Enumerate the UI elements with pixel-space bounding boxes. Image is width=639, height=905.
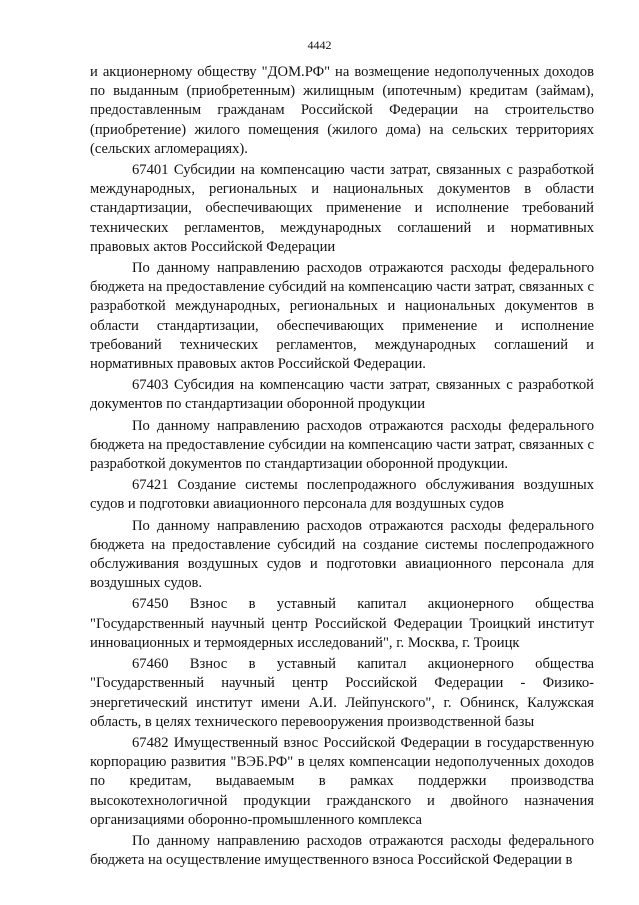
paragraph-67482-heading: 67482 Имущественный взнос Российской Федерации в государственную корпорацию развития "ВЭБ.РФ" в целях компенсации недополученных доходов по кредитам, выдаваемым в рамках поддержки производства высокотехнологичной продукции гражданского и двойного назначения организациями оборонно-промышленного комплекса: [90, 734, 594, 828]
paragraph-67401-description: По данному направлению расходов отражаются расходы федерального бюджета на предоставление субсидий на компенсацию части затрат, связанных с разработкой международных, региональных и национальных документов в области стандартизации, обеспечивающих применение и исполнение требований технических регламентов, международных соглашений и нормативных правовых актов Российской Федерации.: [90, 260, 594, 373]
paragraph-67450-heading: 67450 Взнос в уставный капитал акционерного общества "Государственный научный центр Российской Федерации Троицкий институт инновационных и термоядерных исследований", г. Москва, г. Троицк: [90, 596, 594, 651]
paragraph-67460-heading: 67460 Взнос в уставный капитал акционерного общества "Государственный научный центр Российской Федерации - Физико-энергетический институт имени А.И. Лейпунского", г. Обнинск, Калужская область, в целях технического перевооружения производственной базы: [90, 656, 594, 730]
page-number: 4442: [307, 38, 332, 52]
paragraph-67403-description: По данному направлению расходов отражаются расходы федерального бюджета на предоставление субсидии на компенсацию части затрат, связанных с разработкой документов по стандартизации оборонной продукции.: [90, 417, 594, 473]
paragraph-67421-heading: 67421 Создание системы послепродажного обслуживания воздушных судов и подготовки авиационного персонала для воздушных судов: [90, 477, 594, 513]
document-body: [90, 63, 594, 870]
paragraph-67421-description: По данному направлению расходов отражаются расходы федерального бюджета на предоставление субсидий на создание системы послепродажного обслуживания воздушных судов и подготовки авиационного персонала для воздушных судов.: [90, 517, 594, 592]
paragraph-67482-description: По данному направлению расходов отражаются расходы федерального бюджета на осуществление имущественного взноса Российской Федерации в: [90, 832, 594, 869]
paragraph-67401-heading: 67401 Субсидии на компенсацию части затрат, связанных с разработкой международных, региональных и национальных документов в области стандартизации, обеспечивающих применение и исполнение требований технических регламентов, международных соглашений и нормативных правовых актов Российской Федерации: [90, 162, 594, 255]
paragraph-dom-rf-continuation: и акционерному обществу "ДОМ.РФ" на возмещение недополученных доходов по выданным (приобретенным) жилищным (ипотечным) кредитам (займам), предоставленным гражданам Российской Федерации на строительство (приобретение) жилого помещения (жилого дома) на сельских территориях (сельских агломерациях).: [90, 64, 594, 157]
paragraph-67403-heading: 67403 Субсидия на компенсацию части затрат, связанных с разработкой документов по стандартизации оборонной продукции: [90, 377, 594, 413]
